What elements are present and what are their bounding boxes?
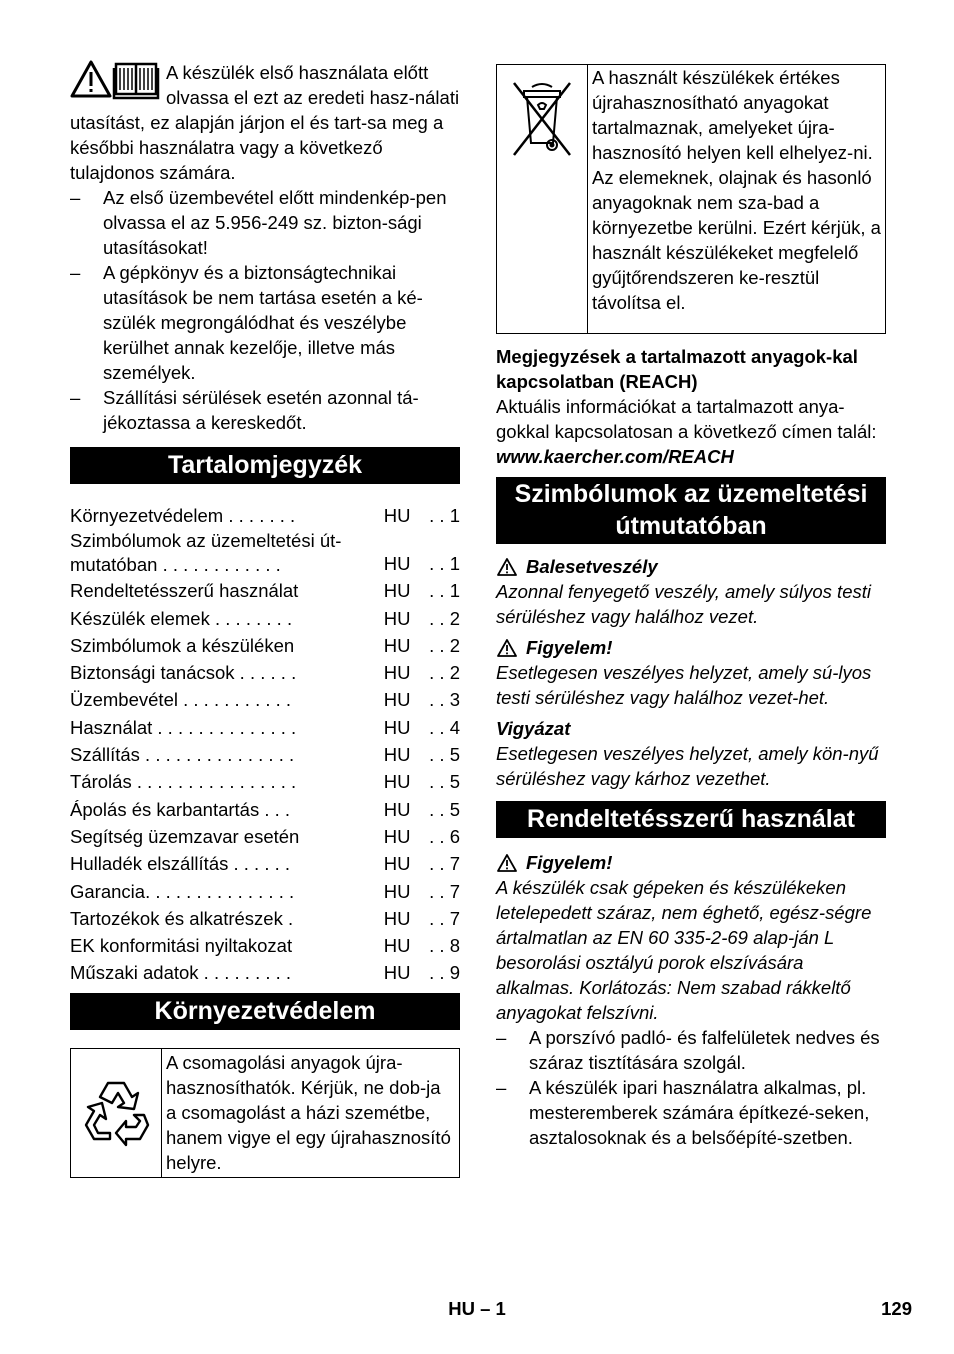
list-item: – Az első üzembevétel előtt mindenkép-pen olvassa el az 5.956-249 sz. bizton-sági utasításokat! <box>70 185 460 260</box>
toc-title: Rendeltetésszerű használat <box>70 580 299 602</box>
use-bullets <box>496 1025 886 1150</box>
warning-text: Esetlegesen veszélyes helyzet, amely sú-lyos testi sérüléshez vagy halálhoz vezet-het. <box>496 662 872 708</box>
toc-row[interactable] <box>70 768 460 795</box>
use-warning-text: A készülék csak gépeken és készülékeken letelepedett száraz, nem éghető, egész-ségre ártalmatlan az EN 60 335-2-69 alap-ján L besorolási osztályú porok elszívására alkalmas. Korlátozás: Nem szabad rákkeltő anyagokat felszívni. <box>496 877 872 1023</box>
toc-title: Garancia. . . . . . . . . . . . . . . <box>70 880 295 902</box>
toc-page: . . 6 <box>429 825 460 847</box>
toc-title: Ápolás és karbantartás . . . <box>70 798 291 820</box>
symbols-heading: Szimbólumok az üzemeltetési útmutatóban <box>496 477 886 544</box>
toc-row[interactable] <box>70 686 460 713</box>
toc-page: . . 9 <box>429 962 460 984</box>
recycle-text: A csomagolási anyagok újra-hasznosíthatók. Kérjük, ne dob-ja a csomagolást a házi szemétbe, hanem vigye el egy újrahasznosító helyre. <box>166 1051 451 1173</box>
toc-title: Hulladék elszállítás . . . . . . <box>70 853 291 875</box>
toc-title: Tárolás . . . . . . . . . . . . . . . . <box>70 771 297 793</box>
toc-page: . . 5 <box>429 771 460 793</box>
toc-row[interactable] <box>70 905 460 932</box>
reach-text: Aktuális információkat a tartalmazott anya-gokkal kapcsolatosan a következő címen talál: <box>496 396 877 442</box>
toc-title: Készülék elemek . . . . . . . . <box>70 607 293 629</box>
warning-heading <box>496 635 886 660</box>
toc-page: . . 2 <box>429 662 460 684</box>
toc-title: Műszaki adatok . . . . . . . . . <box>70 962 292 984</box>
reach-url[interactable]: www.kaercher.com/REACH <box>496 446 734 467</box>
right-column <box>496 64 886 1150</box>
toc-lang: HU <box>383 634 411 656</box>
toc-page: . . 7 <box>429 880 460 902</box>
footer-section-label: HU – 1 <box>448 1298 506 1319</box>
toc-row[interactable] <box>70 502 460 529</box>
table-of-contents <box>70 502 460 987</box>
toc-page: . . 1 <box>429 505 460 526</box>
weee-box <box>496 64 886 334</box>
caution-label: Vigyázat <box>496 718 571 739</box>
caution-text: Esetlegesen veszélyes helyzet, amely kön-nyű sérüléshez vagy kárhoz vezethet. <box>496 743 879 789</box>
toc-page: . . 1 <box>429 553 460 574</box>
left-column <box>70 60 460 1178</box>
toc-page: . . 3 <box>429 689 460 711</box>
use-warning-label: Figyelem! <box>526 852 613 873</box>
toc-lang: HU <box>383 825 411 847</box>
toc-title: Biztonsági tanácsok . . . . . . <box>70 662 297 684</box>
toc-page: . . 2 <box>429 607 460 629</box>
toc-page: . . 2 <box>429 634 460 656</box>
toc-lang: HU <box>383 607 411 629</box>
toc-lang: HU <box>383 505 411 526</box>
danger-text: Azonnal fenyegető veszély, amely súlyos testi sérüléshez vagy halálhoz vezet. <box>496 581 871 627</box>
toc-title: Üzembevétel . . . . . . . . . . . <box>70 689 292 711</box>
toc-lang: HU <box>383 962 411 984</box>
use-heading: Rendeltetésszerű használat <box>496 801 886 838</box>
toc-title: Szimbólumok az üzemeltetési út-mutatóban . . . . . . . . . . . . <box>70 530 342 576</box>
toc-row[interactable] <box>70 932 460 959</box>
toc-lang: HU <box>383 662 411 684</box>
intro-text: A készülék első használata előtt olvassa el ezt az eredeti hasz-nálati utasítást, ez alapján járjon el és tart-sa meg a későbbi használatra vagy a következő tulajdonos számára. <box>70 62 460 183</box>
toc-row[interactable] <box>70 659 460 686</box>
toc-row[interactable] <box>70 632 460 659</box>
recycle-box <box>70 1048 460 1178</box>
toc-title: Segítség üzemzavar esetén <box>70 825 300 847</box>
env-heading: Környezetvédelem <box>70 993 460 1030</box>
toc-row[interactable] <box>70 959 460 986</box>
toc-lang: HU <box>383 744 411 766</box>
toc-row[interactable] <box>70 605 460 632</box>
toc-title: Használat . . . . . . . . . . . . . . <box>70 716 297 738</box>
caution-heading <box>496 716 886 741</box>
warning-triangle-icon <box>496 638 518 658</box>
toc-lang: HU <box>383 580 411 602</box>
warning-triangle-icon <box>496 557 518 577</box>
toc-lang: HU <box>383 798 411 820</box>
toc-lang: HU <box>383 689 411 711</box>
warning-manual-icon <box>70 58 162 102</box>
list-item: – A gépkönyv és a biztonságtechnikai utasítások be nem tartása esetén a ké-szülék megrongálódhat és veszélybe kerülhet annak kezelője, illetve más személyek. <box>70 260 460 385</box>
toc-row[interactable] <box>70 878 460 905</box>
toc-page: . . 1 <box>429 580 460 602</box>
toc-heading: Tartalomjegyzék <box>70 447 460 484</box>
weee-text: A használt készülékek értékes újrahasznosítható anyagokat tartalmaznak, amelyeket újra-hasznosító helyen kell elhelyez-ni. Az elemeknek, olajnak és hasonló anyagoknak nem sza-bad a környezetbe kerülni. Ezért kérjük, a használt készülékeket megfelelő gyűjtőrendszeren ke-resztül távolítsa el. <box>592 67 881 313</box>
toc-lang: HU <box>383 553 411 574</box>
warning-label: Figyelem! <box>526 637 613 658</box>
toc-lang: HU <box>383 907 411 929</box>
toc-title: Tartozékok és alkatrészek . <box>70 907 294 929</box>
intro-section <box>70 60 460 435</box>
reach-heading: Megjegyzések a tartalmazott anyagok-kal kapcsolatban (REACH) <box>496 346 858 392</box>
toc-lang: HU <box>383 935 411 957</box>
toc-row[interactable] <box>70 823 460 850</box>
toc-lang: HU <box>383 880 411 902</box>
toc-lang: HU <box>383 771 411 793</box>
recycle-icon-cell <box>71 1049 162 1177</box>
intro-bullets <box>70 185 460 435</box>
toc-row[interactable] <box>70 796 460 823</box>
toc-lang: HU <box>383 716 411 738</box>
toc-row[interactable] <box>70 850 460 877</box>
recycle-icon <box>78 1075 154 1151</box>
toc-row[interactable] <box>70 529 460 577</box>
weee-icon-cell <box>497 65 588 333</box>
toc-title: Szállítás . . . . . . . . . . . . . . . <box>70 744 295 766</box>
toc-row[interactable] <box>70 577 460 604</box>
use-warning-heading <box>496 850 886 875</box>
toc-page: . . 7 <box>429 907 460 929</box>
toc-page: . . 5 <box>429 744 460 766</box>
toc-title: Környezetvédelem . . . . . . . <box>70 505 296 526</box>
toc-row[interactable] <box>70 741 460 768</box>
toc-row[interactable] <box>70 714 460 741</box>
toc-page: . . 5 <box>429 798 460 820</box>
toc-title: EK konformitási nyiltakozat <box>70 935 293 957</box>
toc-page: . . 7 <box>429 853 460 875</box>
toc-lang: HU <box>383 853 411 875</box>
toc-page: . . 8 <box>429 935 460 957</box>
page-number: 129 <box>881 1298 912 1319</box>
list-item: – A készülék ipari használatra alkalmas, pl. mesteremberek számára építkezé-seken, asztalosoknak és a belsőépíté-szetben. <box>496 1075 886 1150</box>
toc-title: Szimbólumok a készüléken <box>70 634 295 656</box>
intro-icons <box>70 58 162 102</box>
crossed-bin-icon <box>510 79 574 159</box>
danger-heading <box>496 554 886 579</box>
warning-triangle-icon <box>496 853 518 873</box>
toc-page: . . 4 <box>429 716 460 738</box>
list-item: – A porszívó padló- és falfelületek nedves és száraz tisztítására szolgál. <box>496 1025 886 1075</box>
list-item: – Szállítási sérülések esetén azonnal tá-jékoztassa a kereskedőt. <box>70 385 460 435</box>
danger-label: Balesetveszély <box>526 556 658 577</box>
